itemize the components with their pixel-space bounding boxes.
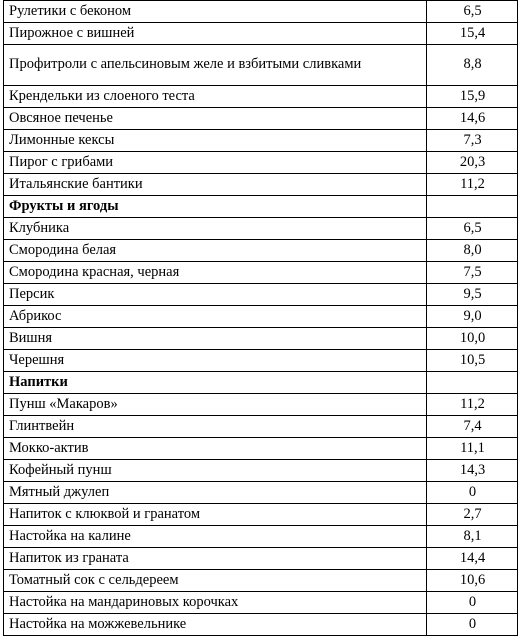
table-row [4, 416, 518, 438]
item-value-cell: 15,4 [427, 23, 518, 45]
table-row [4, 284, 518, 306]
item-value-cell: 0 [427, 614, 518, 636]
item-value-cell: 7,4 [427, 416, 518, 438]
item-name-cell: Абрикос [4, 306, 427, 328]
item-name-cell: Настойка на мандариновых корочках [4, 592, 427, 614]
item-name-cell: Настойка на можжевельнике [4, 614, 427, 636]
item-name-cell: Мокко-актив [4, 438, 427, 460]
section-value-cell [427, 372, 518, 394]
item-name-cell: Настойка на калине [4, 526, 427, 548]
item-name-cell: Персик [4, 284, 427, 306]
item-value-cell: 8,1 [427, 526, 518, 548]
item-value-cell: 9,5 [427, 284, 518, 306]
item-value-cell: 10,0 [427, 328, 518, 350]
table-row [4, 306, 518, 328]
item-name-cell: Томатный сок с сельдереем [4, 570, 427, 592]
item-value-cell: 14,3 [427, 460, 518, 482]
table-row [4, 174, 518, 196]
section-title: Напитки [4, 372, 427, 394]
item-value-cell: 20,3 [427, 152, 518, 174]
table-row [4, 438, 518, 460]
item-value-cell: 7,3 [427, 130, 518, 152]
item-name-cell: Пунш «Макаров» [4, 394, 427, 416]
table-row [4, 328, 518, 350]
item-name-cell: Напиток с клюквой и гранатом [4, 504, 427, 526]
item-value-cell: 11,2 [427, 394, 518, 416]
item-value-cell: 14,4 [427, 548, 518, 570]
item-value-cell: 14,6 [427, 108, 518, 130]
table-row [4, 592, 518, 614]
item-name-cell: Вишня [4, 328, 427, 350]
table-row [4, 1, 518, 23]
section-header-row [4, 196, 518, 218]
table-row [4, 504, 518, 526]
item-value-cell: 6,5 [427, 1, 518, 23]
table-row [4, 86, 518, 108]
item-value-cell: 9,0 [427, 306, 518, 328]
nutrition-table [3, 0, 518, 636]
table-row [4, 218, 518, 240]
table-row [4, 394, 518, 416]
item-name-cell: Лимонные кексы [4, 130, 427, 152]
item-value-cell: 8,0 [427, 240, 518, 262]
item-value-cell: 0 [427, 482, 518, 504]
table-row [4, 23, 518, 45]
table-row [4, 482, 518, 504]
section-title: Фрукты и ягоды [4, 196, 427, 218]
table-body [4, 1, 518, 636]
item-value-cell: 10,5 [427, 350, 518, 372]
item-name-cell: Овсяное печенье [4, 108, 427, 130]
item-value-cell: 7,5 [427, 262, 518, 284]
table-row [4, 152, 518, 174]
item-name-cell: Пирожное с вишней [4, 23, 427, 45]
item-value-cell: 2,7 [427, 504, 518, 526]
item-name-cell: Мятный джулеп [4, 482, 427, 504]
table-row [4, 262, 518, 284]
table-row [4, 45, 518, 86]
item-name-cell: Черешня [4, 350, 427, 372]
item-value-cell: 6,5 [427, 218, 518, 240]
item-value-cell: 0 [427, 592, 518, 614]
table-row [4, 460, 518, 482]
item-name-cell: Клубника [4, 218, 427, 240]
item-name-cell: Профитроли с апельсиновым желе и взбитыми сливками [4, 45, 427, 86]
item-name-cell: Смородина красная, черная [4, 262, 427, 284]
section-value-cell [427, 196, 518, 218]
item-name-cell: Смородина белая [4, 240, 427, 262]
item-name-cell: Глинтвейн [4, 416, 427, 438]
table-row [4, 548, 518, 570]
item-name-cell: Пирог с грибами [4, 152, 427, 174]
item-name-cell: Рулетики с беконом [4, 1, 427, 23]
item-name-cell: Крендельки из слоеного теста [4, 86, 427, 108]
item-name-cell: Итальянские бантики [4, 174, 427, 196]
table-row [4, 130, 518, 152]
section-header-row [4, 372, 518, 394]
item-value-cell: 10,6 [427, 570, 518, 592]
item-value-cell: 11,2 [427, 174, 518, 196]
item-value-cell: 15,9 [427, 86, 518, 108]
table-row [4, 570, 518, 592]
item-value-cell: 8,8 [427, 45, 518, 86]
table-row [4, 240, 518, 262]
table-row [4, 108, 518, 130]
item-value-cell: 11,1 [427, 438, 518, 460]
table-row [4, 526, 518, 548]
table-row [4, 350, 518, 372]
item-name-cell: Кофейный пунш [4, 460, 427, 482]
item-name-cell: Напиток из граната [4, 548, 427, 570]
